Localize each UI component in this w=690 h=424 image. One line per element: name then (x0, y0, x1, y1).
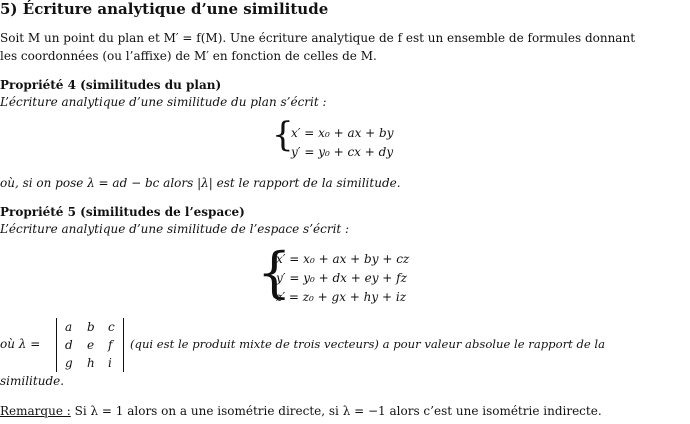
matrix-cell: b (87, 320, 95, 334)
property-4-ratio: où, si on pose λ = ad − bc alors |λ| est le rapport de la similitude. (0, 176, 401, 190)
property-4-title: Propriété 4 (similitudes du plan) (0, 78, 222, 92)
section-title: 5) Écriture analytique d’une similitude (0, 0, 329, 18)
remark-label: Remarque : (0, 404, 71, 418)
property-5-title: Propriété 5 (similitudes de l’espace) (0, 205, 245, 219)
intro-line-2: les coordonnées (ou l’affixe) de M′ en fonction de celles de M. (0, 49, 377, 63)
property-5-statement: L’écriture analytique d’une similitude de l’espace s’écrit : (0, 222, 350, 236)
property-4-statement: L’écriture analytique d’une similitude du plan s’écrit : (0, 95, 327, 109)
brace-plan: { (272, 115, 294, 155)
space-eq-z: z′ = z₀ + gx + hy + iz (276, 290, 407, 304)
remark-text: Si λ = 1 alors on a une isométrie directe, si λ = −1 alors c’est une isométrie indirecte. (74, 404, 602, 418)
brace-space: { (257, 241, 292, 304)
lambda-explanation-end: similitude. (0, 374, 65, 388)
space-eq-y: y′ = y₀ + dx + ey + fz (276, 271, 407, 285)
determinant-matrix (56, 318, 124, 372)
matrix-cell: i (108, 356, 112, 370)
matrix-cell: d (65, 338, 73, 352)
space-eq-x: x′ = x₀ + ax + by + cz (276, 252, 410, 266)
matrix-cell: h (87, 356, 95, 370)
matrix-cell: e (87, 338, 95, 352)
matrix-cell: c (108, 320, 115, 334)
plan-eq-y: y′ = y₀ + cx + dy (291, 145, 394, 159)
matrix-cell: f (108, 338, 113, 352)
matrix-cell: a (65, 320, 73, 334)
lambda-prefix: où λ = (0, 337, 41, 351)
plan-eq-x: x′ = x₀ + ax + by (291, 126, 394, 140)
matrix-cell: g (65, 356, 73, 370)
lambda-explanation: (qui est le produit mixte de trois vecteurs) a pour valeur absolue le rapport de la (130, 337, 606, 351)
remark (0, 404, 602, 418)
intro-line-1: Soit M un point du plan et M′ = f(M). Une écriture analytique de f est un ensemble de formules donnant (0, 31, 636, 45)
